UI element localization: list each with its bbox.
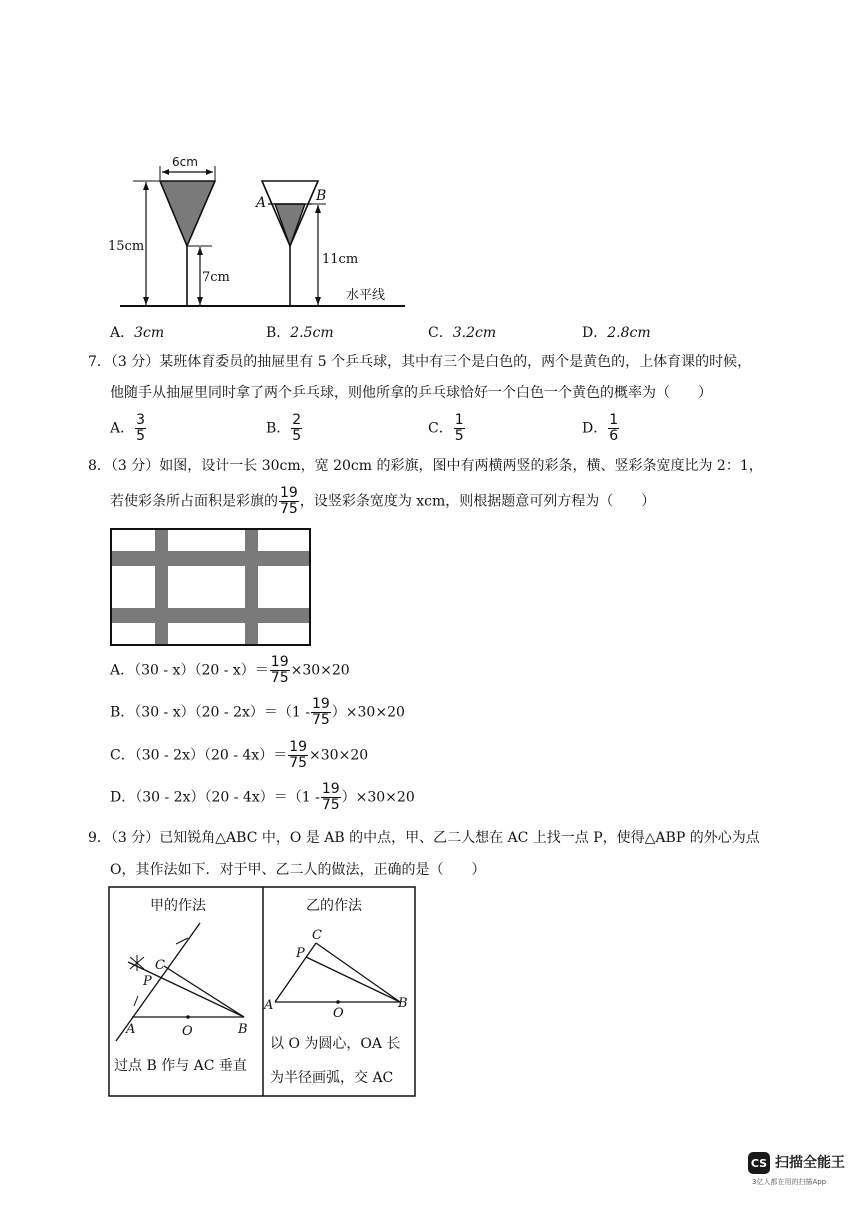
q6-right-height-label: 11cm — [322, 252, 359, 267]
q9-left-label-c: C — [155, 958, 165, 973]
q9-right-label-b: B — [398, 996, 408, 1011]
q9-right-caption-1: 以 O 为圆心，OA 长 — [270, 1036, 401, 1052]
q9-right-label-c: C — [312, 928, 322, 943]
q6-option-d: D．2.8cm — [582, 325, 651, 341]
q9-line-2: O，其作法如下．对于甲、乙二人的做法，正确的是（ ） — [110, 862, 486, 878]
camscanner-logo-icon: CS — [748, 1152, 770, 1174]
q9-left-label-p: P — [143, 974, 152, 989]
watermark-tagline: 3亿人都在用的扫描App — [752, 1178, 827, 1186]
q9-right-label-o: O — [333, 1006, 344, 1021]
q7-option-a: A． $\frac{3}{5}$ — [110, 412, 146, 444]
q7-option-b: B． $\frac{2}{5}$ — [266, 412, 302, 444]
q6-top-width-label: 6cm — [172, 155, 198, 169]
q8-flag-figure — [110, 528, 312, 648]
q7-option-d: D． $\frac{1}{6}$ — [582, 412, 619, 444]
q8-option-c: C．（30 - 2x）（20 - 4x）＝ $\frac{19}{75}$ ×30×20 — [110, 739, 369, 771]
q9-left-label-o: O — [182, 1024, 193, 1039]
q8-option-b: B．（30 - x）（20 - 2x）＝（1 - $\frac{19}{75}$ ）×30×20 — [110, 696, 405, 728]
q6-horizontal-line-label: 水平线 — [346, 288, 386, 303]
q9-left-caption: 过点 B 作与 AC 垂直 — [114, 1058, 247, 1074]
q9-right-label-a: A — [264, 998, 274, 1013]
q6-option-a: A．3cm — [110, 325, 165, 341]
q9-right-caption-2: 为半径画弧，交 AC — [270, 1070, 394, 1086]
q9-left-title: 甲的作法 — [150, 898, 206, 914]
q9-left-label-b: B — [238, 1022, 248, 1037]
q9-right-title: 乙的作法 — [306, 898, 362, 914]
q7-line-2: 他随手从抽屉里同时拿了两个乒乓球，则他所拿的乒乓球恰好一个白色一个黄色的概率为（ ） — [110, 385, 712, 401]
q8-option-d: D．（30 - 2x）（20 - 4x）＝（1 - $\frac{19}{75}$ ）×30×20 — [110, 781, 415, 813]
q7-line-1: 7．（3 分）某班体育委员的抽屉里有 5 个乒乓球，其中有三个是白色的，两个是黄色的，上体育课的时候， — [88, 354, 752, 370]
q7-option-c: C． $\frac{1}{5}$ — [428, 412, 464, 444]
q8-line-2: 若使彩条所占面积是彩旗的 $\frac{19}{75}$ ，设竖彩条宽度为 xcm，则根据题意可列方程为（ ） — [110, 485, 656, 517]
q6-stem-height-label: 7cm — [202, 270, 230, 285]
q9-left-label-a: A — [126, 1022, 136, 1037]
q6-option-c: C．3.2cm — [428, 325, 497, 341]
q6-option-b: B．2.5cm — [266, 325, 334, 341]
q9-right-label-p: P — [296, 946, 305, 961]
q9-line-1: 9．（3 分）已知锐角△ABC 中，O 是 AB 的中点，甲、乙二人想在 AC 上找一点 P，使得△ABP 的外心为点 — [88, 830, 760, 846]
q6-point-b-label: B — [316, 188, 327, 204]
q8-option-a: A．（30 - x）（20 - x）＝ $\frac{19}{75}$ ×30×20 — [110, 654, 350, 686]
q8-line-1: 8．（3 分）如图，设计一长 30cm，宽 20cm 的彩旗，图中有两横两竖的彩条，横、竖彩条宽度比为 2：1， — [88, 458, 763, 474]
q6-point-a-label: A — [256, 195, 267, 211]
watermark-brand: 扫描全能王 — [775, 1155, 845, 1171]
q6-total-height-label: 15cm — [108, 239, 145, 254]
